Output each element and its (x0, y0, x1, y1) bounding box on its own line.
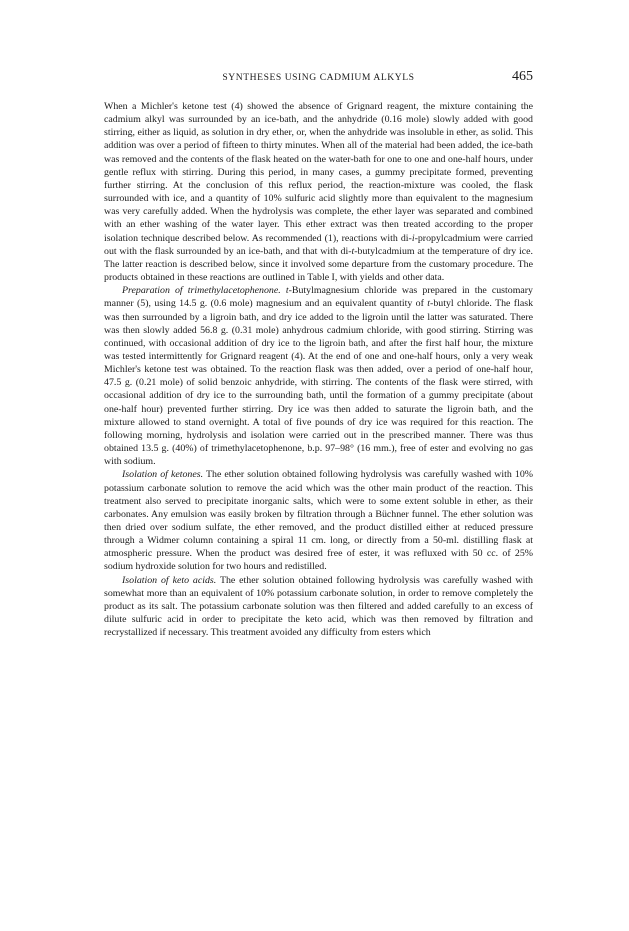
paragraph-text: The ether solution obtained following hydrolysis was carefully washed with somewhat more than an equivalent of 10% potassium carbonate solution, in order to remove completely the product as its salt. The potassium carbonate solution was then filtered and added carefully to an excess of dilute sulfuric acid in order to precipitate the keto acid, which was then removed by filtration and recrystallized if necessary. This treatment avoided any difficulty from esters which (104, 574, 533, 639)
paragraph-text: When a Michler's ketone test (4) showed the absence of Grignard reagent, the mixture containing the cadmium alkyl was surrounded by an ice-bath, and the anhydride (0.16 mole) slowly added with good stirring, either as liquid, as solution in dry ether, or, when the anhydride was insoluble in ether, as solid. This addition was over a period of fifteen to thirty minutes. When all of the material had been added, the ice-bath was removed and the contents of the flask heated on the water-bath for one to one and one-half hours, under gentle reflux with stirring. During this period, in many cases, a gummy precipitate formed, preventing further stirring. At the conclusion of this reflux period, the reaction-mixture was cooled, the flask surrounded with ice, and a quantity of 10% sulfuric acid slightly more than equivalent to the magnesium was very carefully added. When the hydrolysis was complete, the ether layer was separated and combined with an ether washing of the water layer. This ether extract was then treated according to the proper isolation technique described below. As recommended (1), reactions with di- (104, 101, 533, 244)
paragraph-isolation-keto-acids (104, 574, 533, 640)
paragraph-text: -butyl chloride. The flask was then surrounded by a ligroin bath, and dry ice added to the ligroin until the latter was saturated. There was then slowly added 56.8 g. (0.31 mole) anhydrous cadmium chloride, with good stirring. Stirring was continued, with occasional addition of dry ice to the ligroin bath, and after the first half hour, the mixture was tested intermittently for Grignard reagent (4). At the end of one and one-half hours, only a very weak Michler's ketone test was obtained. To the reaction flask was then added, over a period of one-half hour, 47.5 g. (0.21 mole) of solid benzoic anhydride, with stirring. The contents of the flask were stirred, with occasional addition of dry ice to the surrounding bath, until the formation of a gummy precipitate (about one-half hour) prevented further stirring. Dry ice was then added to saturate the ligroin bath, and the mixture allowed to stand overnight. A total of five pounds of dry ice was required for this reaction. The following morning, hydrolysis and isolation were carried out in the prescribed manner. There was thus obtained 13.5 g. (40%) of trimethylacetophenone, b.p. 97–98° (16 mm.), free of ester and evolving no gas with sodium. (104, 298, 534, 468)
paragraph-text: The ether solution obtained following hydrolysis was carefully washed with 10% potassium carbonate solution to remove the acid which was the other main product of the reaction. This treatment also served to precipitate inorganic salts, which were to some extent soluble in ether, as their carbonates. Any emulsion was easily broken by filtration through a Büchner funnel. The ether solution was then dried over sodium sulfate, the ether removed, and the product distilled either at reduced pressure through a Widmer column containing a spiral 11 cm. long, or directly from a 50-ml. distilling flask at atmospheric pressure. When the product was desired free of ester, it was refluxed with 50 cc. of 25% sodium hydroxide solution for two hours and redistilled. (104, 469, 534, 573)
italic-prefix: t (351, 245, 355, 257)
italic-prefix: i (411, 232, 415, 244)
paragraph-text: -propylcadmium were carried out with the flask surrounded by an ice-bath, and that with di- (104, 232, 533, 257)
body-text (104, 100, 533, 639)
italic-prefix: t (427, 298, 431, 310)
page-number: 465 (512, 69, 533, 84)
running-title: SYNTHESES USING CADMIUM ALKYLS (222, 72, 415, 83)
section-heading: Preparation of trimethylacetophenone. (122, 285, 281, 297)
running-header (104, 70, 533, 86)
paragraph-text: -butylcadmium at the temperature of dry ice. The latter reaction is described below, since it involved some departure from the customary procedure. The products obtained in these reactions are outlined in Table I, with yields and other data. (104, 245, 533, 284)
paragraph-trimethylacetophenone (104, 284, 533, 468)
paragraph-isolation-ketones (104, 468, 533, 573)
paragraph-procedure (104, 100, 533, 284)
italic-prefix: t (285, 285, 289, 297)
section-heading: Isolation of keto acids. (122, 574, 217, 586)
paragraph-text: -Butylmagnesium chloride was prepared in the customary manner (5), using 14.5 g. (0.6 mole) magnesium and an equivalent quantity of (104, 285, 533, 310)
section-heading: Isolation of ketones. (122, 469, 204, 481)
